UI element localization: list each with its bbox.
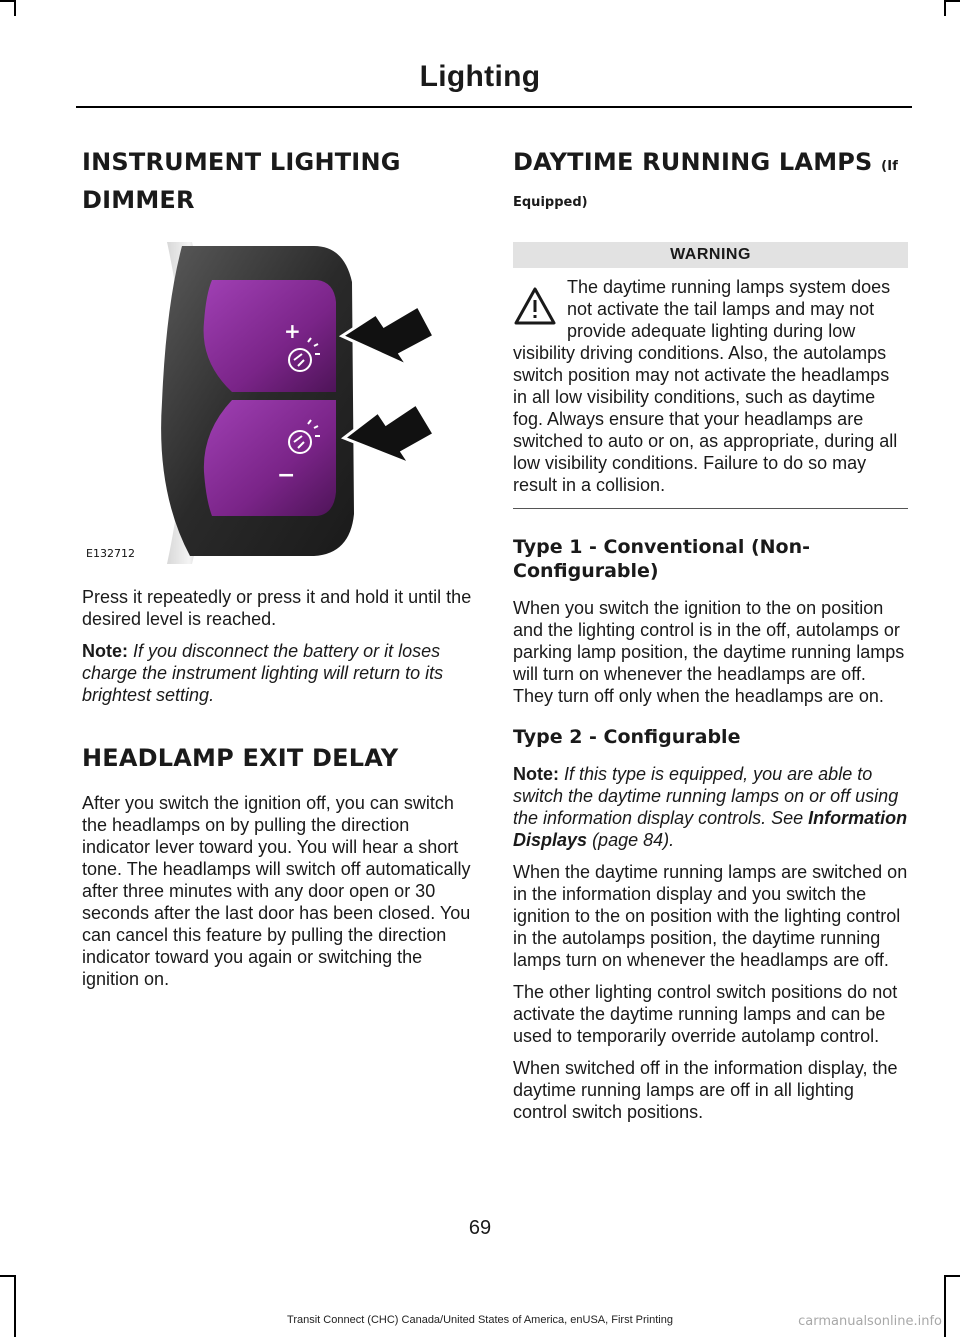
crop-mark bbox=[944, 0, 946, 16]
dimmer-switch-figure bbox=[82, 242, 477, 564]
drl-heading-equipped: Equipped) bbox=[513, 195, 588, 210]
crop-mark bbox=[946, 0, 960, 2]
type2-note bbox=[513, 763, 908, 851]
type2-paragraph-3: When switched off in the information display, the daytime running lamps are off in all lighting control switch positions. bbox=[513, 1058, 898, 1122]
note-text: If you disconnect the battery or it loses charge the instrument lighting will return to its brightest setting. bbox=[82, 641, 444, 705]
header-rule bbox=[76, 106, 912, 108]
arrow-lower-icon bbox=[344, 404, 434, 464]
exit-delay-heading: HEADLAMP EXIT DELAY bbox=[82, 744, 399, 772]
type2-heading: Type 2 - Configurable bbox=[513, 726, 741, 748]
type2-note-page: (page 84). bbox=[592, 830, 675, 850]
warning-rule bbox=[513, 508, 908, 509]
warning-label: WARNING bbox=[513, 242, 908, 268]
dimmer-heading bbox=[82, 146, 478, 216]
watermark: carmanualsonline.info bbox=[798, 1314, 942, 1329]
type2-paragraph-1: When the daytime running lamps are switched on in the information display and you switch the ignition to the on position with the lighting control in the autolamps position, the daytime running lamps turn on whenever the headlamps are off. bbox=[513, 862, 908, 970]
drl-heading bbox=[513, 146, 908, 183]
crop-mark bbox=[14, 1277, 16, 1337]
footer-text: Transit Connect (CHC) Canada/United States of America, enUSA, First Printing bbox=[287, 1314, 673, 1326]
note-label: Note: bbox=[82, 641, 128, 661]
page-number: 69 bbox=[468, 1217, 492, 1239]
figure-code: E132712 bbox=[86, 547, 135, 560]
page-header-title: Lighting bbox=[419, 60, 541, 93]
minus-symbol: − bbox=[277, 463, 296, 488]
dimmer-down-button bbox=[204, 400, 336, 516]
warning-box bbox=[513, 276, 908, 509]
note-label: Note: bbox=[513, 764, 559, 784]
warning-text: The daytime running lamps system does not activate the tail lamps and may not provide adequate lighting during low visibility driving conditions. Also, the autolamps switch position may not activate the headlamps in all low visibility conditions, such as daytime fog. Always ensure that your headlamps are switched to auto or on, as appropriate, during all low visibility conditions. Failure to do so may result in a collision. bbox=[513, 277, 898, 495]
drl-heading-text: DAYTIME RUNNING LAMPS bbox=[513, 148, 873, 176]
type1-text: When you switch the ignition to the on position and the lighting control is in the off, autolamps or parking lamp position, the daytime running lamps will turn on whenever the headlamps are off. They turn off only when the headlamps are on. bbox=[513, 598, 905, 706]
information-displays-link[interactable]: Information Displays bbox=[513, 808, 908, 850]
right-column bbox=[513, 140, 908, 1123]
drl-heading-if: (If bbox=[881, 159, 899, 174]
warning-triangle-icon bbox=[513, 286, 557, 326]
plus-symbol: + bbox=[284, 319, 301, 343]
crop-mark bbox=[944, 1275, 960, 1277]
dimmer-switch-illustration bbox=[82, 242, 477, 564]
type2-paragraph-2: The other lighting control switch positions do not activate the daytime running lamps and can be used to temporarily override autolamp control. bbox=[513, 982, 898, 1046]
crop-mark bbox=[0, 0, 14, 2]
dimmer-text: Press it repeatedly or press it and hold it until the desired level is reached. bbox=[82, 587, 472, 629]
arrow-upper-icon bbox=[342, 306, 434, 366]
type2-note-text: If this type is equipped, you are able to switch the daytime running lamps on or off using the information display controls. See bbox=[513, 764, 899, 828]
dimmer-note bbox=[82, 640, 478, 706]
left-column bbox=[82, 140, 478, 990]
exit-delay-text: After you switch the ignition off, you can switch the headlamps on by pulling the direction indicator lever toward you. You will hear a short tone. The headlamps will switch off automatically after three minutes with any door open or 30 seconds after the last door has been closed. You can cancel this feature by pulling the direction indicator toward you again or switching the ignition on. bbox=[82, 793, 471, 989]
crop-mark bbox=[14, 0, 16, 16]
type1-heading: Type 1 - Conventional (Non-Configurable) bbox=[513, 536, 811, 582]
dimmer-heading-line1: INSTRUMENT LIGHTING bbox=[82, 148, 401, 176]
dimmer-up-button bbox=[204, 280, 336, 392]
crop-mark bbox=[944, 1277, 946, 1337]
dimmer-heading-line2: DIMMER bbox=[82, 186, 195, 214]
